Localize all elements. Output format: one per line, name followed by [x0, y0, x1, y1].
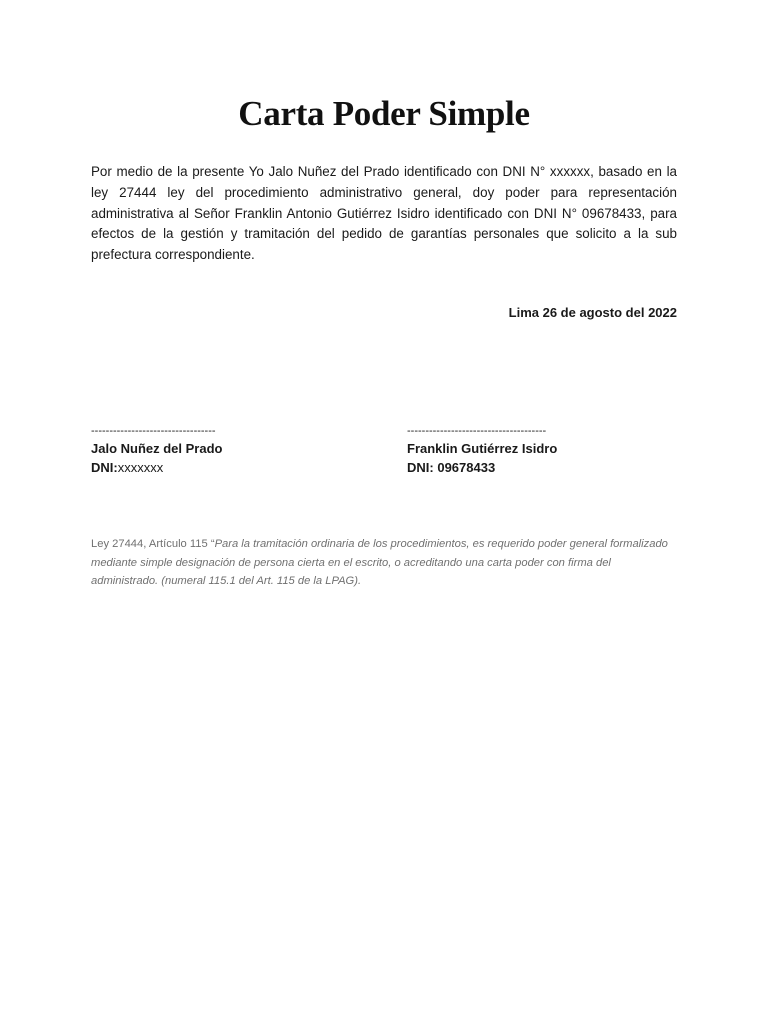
signer-dni-value-right: 09678433 [437, 459, 496, 475]
signer-dni-left [91, 459, 222, 478]
signer-name-left: Jalo Nuñez del Prado [91, 441, 223, 456]
legal-footnote [91, 535, 671, 591]
signer-dni-value-left: xxxxxxx [117, 459, 164, 475]
document-title: Carta Poder Simple [238, 94, 530, 133]
signer-dni-label-left: DNI: [91, 459, 118, 475]
footnote-quote: Para la tramitación ordinaria de los procedimientos, es requerido poder general formalizado mediante simple designación de persona cierta en el escrito, o acreditando una carta poder con firma del administrado. (numeral 115.1 del Art. 115 de la LPAG). [91, 538, 668, 587]
signature-line-left: ---------------------------------- [91, 425, 216, 437]
signature-block-right [407, 422, 557, 477]
signer-name-right: Franklin Gutiérrez Isidro [407, 441, 558, 456]
signature-line-right: -------------------------------------- [407, 425, 547, 437]
date-line: Lima 26 de agosto del 2022 [508, 305, 677, 320]
signer-dni-label-right: DNI: [407, 459, 438, 475]
footnote-reference: Ley 27444, Artículo 115 “ [91, 538, 215, 550]
signature-block-left [91, 422, 222, 477]
signer-dni-right [407, 459, 557, 478]
body-paragraph: Por medio de la presente Yo Jalo Nuñez del Prado identificado con DNI N° xxxxxx, basado en la ley 27444 ley del procedimiento administrativo general, doy poder para representación administrativa al Señor Franklin Antonio Gutiérrez Isidro identificado con DNI N° 09678433, para efectos de la gestión y tramitación del pedido de garantías personales que solicito a la sub prefectura correspondiente. [91, 164, 677, 263]
